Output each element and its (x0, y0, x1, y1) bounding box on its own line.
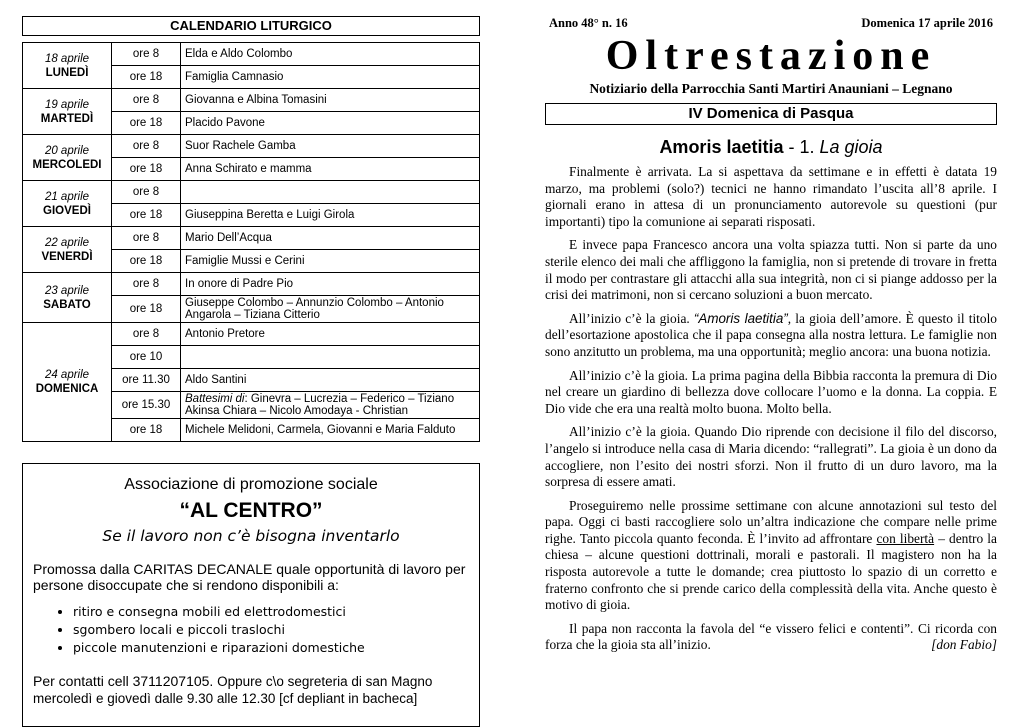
mass-time: ore 8 (112, 323, 181, 346)
article-title (545, 137, 997, 158)
mass-intention: Giovanna e Albina Tomasini (181, 89, 480, 112)
signature: [don Fabio] (931, 637, 997, 653)
paragraph: E invece papa Francesco ancora una volta spiazza tutti. Non si parte da uno sterile elenco dei mali che affliggono la famiglia, non si pretende di trovare in fretta il modo per contrastare gli attacchi alla sua integrità, non ci si piange addosso per la crisi dei matrimoni, non si cercano soluzioni a buon mercato. (545, 237, 997, 303)
calendar-day (23, 89, 112, 135)
association-box (22, 463, 480, 727)
calendar-title: CALENDARIO LITURGICO (22, 16, 480, 36)
calendar-day (23, 273, 112, 323)
mass-intention: Giuseppina Beretta e Luigi Girola (181, 204, 480, 227)
mass-intention: Placido Pavone (181, 112, 480, 135)
mass-intention: Suor Rachele Gamba (181, 135, 480, 158)
mass-time: ore 18 (112, 158, 181, 181)
mass-intention: In onore di Padre Pio (181, 273, 480, 296)
mass-intention: Mario Dell’Acqua (181, 227, 480, 250)
mass-time: ore 18 (112, 66, 181, 89)
calendar-row (23, 43, 480, 66)
association-motto: Se il lavoro non c’è bisogna inventarlo (102, 527, 400, 545)
masthead-subtitle: Notiziario della Parrocchia Santi Martiri Anauniani – Legnano (589, 81, 953, 96)
mass-intention: Aldo Santini (181, 369, 480, 392)
calendar-day (23, 181, 112, 227)
mass-time: ore 8 (112, 89, 181, 112)
mass-intention: Antonio Pretore (181, 323, 480, 346)
article-body (545, 164, 997, 654)
calendar-day (23, 43, 112, 89)
mass-intention: Michele Melidoni, Carmela, Giovanni e Maria Falduto (181, 419, 480, 442)
mass-time: ore 10 (112, 346, 181, 369)
calendar-day (23, 135, 112, 181)
text: All’inizio c’è la gioia. (569, 310, 694, 326)
mass-time: ore 8 (112, 227, 181, 250)
association-intro: Promossa dalla CARITAS DECANALE quale opportunità di lavoro per persone disoccupate che si rendono disponibili a: (33, 561, 466, 593)
article-title-main: Amoris laetitia (659, 137, 784, 157)
mass-intention (181, 392, 480, 419)
issue-date: Domenica 17 aprile 2016 (861, 16, 993, 30)
day-date: 20 aprile (44, 144, 90, 157)
mass-time: ore 18 (112, 419, 181, 442)
day-name: LUNEDÌ (45, 66, 89, 79)
left-column (22, 16, 480, 706)
association-name: “AL CENTRO” (179, 499, 323, 522)
day-date: 23 aprile (44, 284, 90, 297)
issue-header (545, 16, 997, 31)
calendar-row (23, 273, 480, 296)
liturgical-sunday: IV Domenica di Pasqua (545, 103, 997, 125)
issue-number: Anno 48° n. 16 (549, 16, 628, 30)
day-date: 24 aprile (44, 369, 90, 381)
mass-time: ore 18 (112, 296, 181, 323)
text: Il papa non racconta la favola del “e vissero felici e contenti”. Ci ricorda con forza che la gioia sta all’inizio. (545, 620, 997, 653)
mass-intention: Elda e Aldo Colombo (181, 43, 480, 66)
paragraph (545, 311, 997, 361)
mass-intention (181, 181, 480, 204)
paragraph: All’inizio c’è la gioia. La prima pagina della Bibbia racconta la premura di Dio nel creare un giardino di bellezza dove collocare l’uomo e la donna. La coppia. E Dio vide che era una realtà molto buona. Molto bella. (545, 367, 997, 416)
paragraph (545, 621, 997, 654)
association-type: Associazione di promozione sociale (124, 476, 378, 493)
mass-time: ore 18 (112, 112, 181, 135)
service-item: • sgombero locali e piccoli traslochi (73, 621, 479, 639)
day-name: MERCOLEDI (32, 158, 102, 171)
day-name: VENERDÌ (41, 250, 93, 263)
calendar-table (22, 42, 480, 442)
service-item: • ritiro e consegna mobili ed elettrodomestici (73, 603, 479, 621)
calendar-row (23, 181, 480, 204)
mass-intention: Famiglia Camnasio (181, 66, 480, 89)
paragraph: Finalmente è arrivata. La si aspettava da settimane e in effetti è datata 19 marzo, ma problemi (solo?) tecnici ne hanno rimandato l’uscita all’8 aprile. I giornali erano in attesa di un pronunciamento autorevole su questioni (pur importanti) tipo la comunione ai separati risposati. (545, 164, 997, 229)
day-date: 21 aprile (44, 190, 90, 203)
mass-intention: Giuseppe Colombo – Annunzio Colombo – Antonio Angarola – Tiziana Citterio (181, 296, 480, 323)
article-title-sep: - 1. (783, 137, 820, 157)
mass-intention (181, 346, 480, 369)
text: Proseguiremo nelle prossime settimane con alcune annotazioni sul testo del papa. Oggi ci basti raccogliere solo un’altra indicazione che compare nelle prime righe. Tanto piccola quanto feconda. È l’invito ad affrontare (545, 497, 997, 546)
quoted-title: “Amoris laetitia” (693, 310, 788, 326)
calendar-row (23, 135, 480, 158)
contact-phone: Per contatti cell 3711207105. (33, 673, 214, 689)
mass-time: ore 8 (112, 43, 181, 66)
intention-prefix: Battesimi di (185, 393, 245, 405)
calendar-row (23, 89, 480, 112)
calendar-row (23, 323, 480, 346)
mass-time: ore 18 (112, 250, 181, 273)
mass-time: ore 18 (112, 204, 181, 227)
day-name: MARTEDÌ (40, 112, 94, 125)
mass-time: ore 8 (112, 135, 181, 158)
day-name: DOMENICA (35, 383, 99, 395)
mass-intention: Famiglie Mussi e Cerini (181, 250, 480, 273)
day-name: SABATO (43, 298, 91, 311)
underlined-text: con libertà (876, 530, 935, 546)
paragraph (545, 498, 997, 614)
text: , la gioia dell’amore. È questo il titolo dell’esortazione apostolica che il papa consegna alla nostra lettura. Le famiglie non sono anzitutto un problema, ma una opportunità; meglio ancora: una buona notizia. (545, 310, 997, 359)
calendar-day (23, 227, 112, 273)
text: – dentro la chiesa – alcune questioni dottrinali, morali e pastorali. Il magistero non ha la risposta autorevole a tutte le domande; crea piuttosto lo spazio di un corretto e fraterno confronto che si prende carico della complessità della vita. Anche questo è motivo di gioia. (545, 530, 997, 613)
contact-office: Oppure c\o segreteria di san Magno mercoledì e giovedì dalle 9.30 alle 12.30 [cf depliant in bacheca] (33, 674, 433, 706)
article-title-sub: La gioia (819, 137, 883, 157)
masthead: Oltrestazione (605, 33, 937, 79)
mass-time: ore 8 (112, 273, 181, 296)
day-date: 18 aprile (44, 52, 90, 65)
calendar-row (23, 227, 480, 250)
mass-intention: Anna Schirato e mamma (181, 158, 480, 181)
intention-text: : Ginevra – Lucrezia – Federico – Tiziano Akinsa Chiara – Nicolo Amodaya - Christian (185, 393, 455, 417)
mass-time: ore 11.30 (112, 369, 181, 392)
day-date: 22 aprile (44, 236, 90, 249)
service-item: • piccole manutenzioni e riparazioni domestiche (73, 639, 479, 657)
right-column (545, 16, 997, 661)
mass-time: ore 15.30 (112, 392, 181, 419)
calendar-day (23, 323, 112, 442)
paragraph: All’inizio c’è la gioia. Quando Dio riprende con decisione il filo del discorso, l’angelo si introduce nella casa di Maria dicendo: “rallegrati”. La gioia è un dono da accogliere, non l’esito dei nostri sforzi. Non il frutto di un duro lavoro, ma la sorpresa di essere amati. (545, 424, 997, 490)
association-contact (33, 673, 469, 707)
services-list (51, 603, 479, 657)
day-date: 19 aprile (44, 98, 90, 111)
mass-time: ore 8 (112, 181, 181, 204)
day-name: GIOVEDÌ (43, 204, 91, 217)
